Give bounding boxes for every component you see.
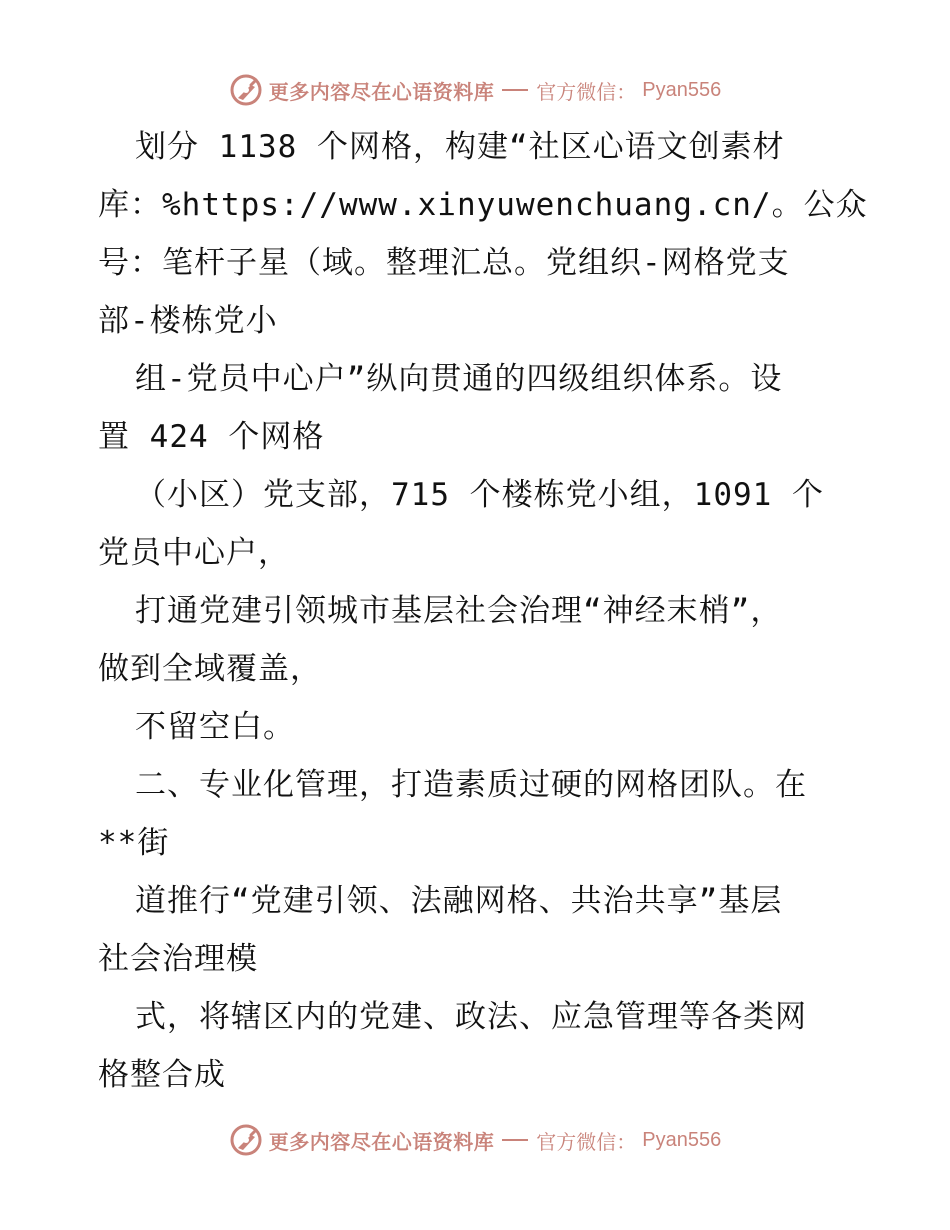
body-line: （小区）党支部，715 个楼栋党小组，1091 个	[135, 477, 824, 513]
header-watermark-banner	[0, 70, 950, 110]
footer-watermark-banner	[0, 1120, 950, 1160]
body-line: 不留空白。	[135, 709, 295, 745]
footer-slogan: 更多内容尽在心语资料库	[268, 1129, 495, 1154]
header-official-label: 官方微信：	[536, 79, 637, 104]
body-line: 格整合成	[98, 1057, 226, 1093]
body-line: 做到全域覆盖，	[98, 651, 322, 687]
body-line: 组-党员中心户”纵向贯通的四级组织体系。设	[135, 361, 783, 397]
footer-official-label: 官方微信：	[536, 1129, 637, 1154]
header-wechat-handle: Pyan556	[642, 78, 722, 101]
document-body	[98, 118, 868, 1104]
body-line: 划分 1138 个网格，构建“社区心语文创素材	[135, 129, 785, 165]
body-line: 党员中心户，	[98, 535, 290, 571]
body-line: 二、专业化管理，打造素质过硬的网格团队。在	[135, 767, 807, 803]
header-dash	[502, 89, 528, 91]
body-line: 库：%https://www.xinyuwenchuang.cn/。公众	[98, 187, 868, 223]
body-line: 号：笔杆子星（域。整理汇总。党组织-网格党支	[98, 245, 790, 281]
body-line: 部-楼栋党小	[98, 303, 278, 339]
footer-wechat-handle: Pyan556	[642, 1128, 722, 1151]
body-line: 置 424 个网格	[98, 419, 325, 455]
body-line: 道推行“党建引领、法融网格、共治共享”基层	[135, 883, 783, 919]
pen-logo-icon	[229, 1123, 263, 1157]
body-line: 式，将辖区内的党建、政法、应急管理等各类网	[135, 999, 807, 1035]
header-slogan: 更多内容尽在心语资料库	[268, 79, 495, 104]
footer-dash	[502, 1139, 528, 1141]
body-line: 社会治理模	[98, 941, 258, 977]
body-line: **街	[98, 825, 170, 861]
body-line: 打通党建引领城市基层社会治理“神经末梢”，	[135, 593, 783, 629]
pen-logo-icon	[229, 73, 263, 107]
